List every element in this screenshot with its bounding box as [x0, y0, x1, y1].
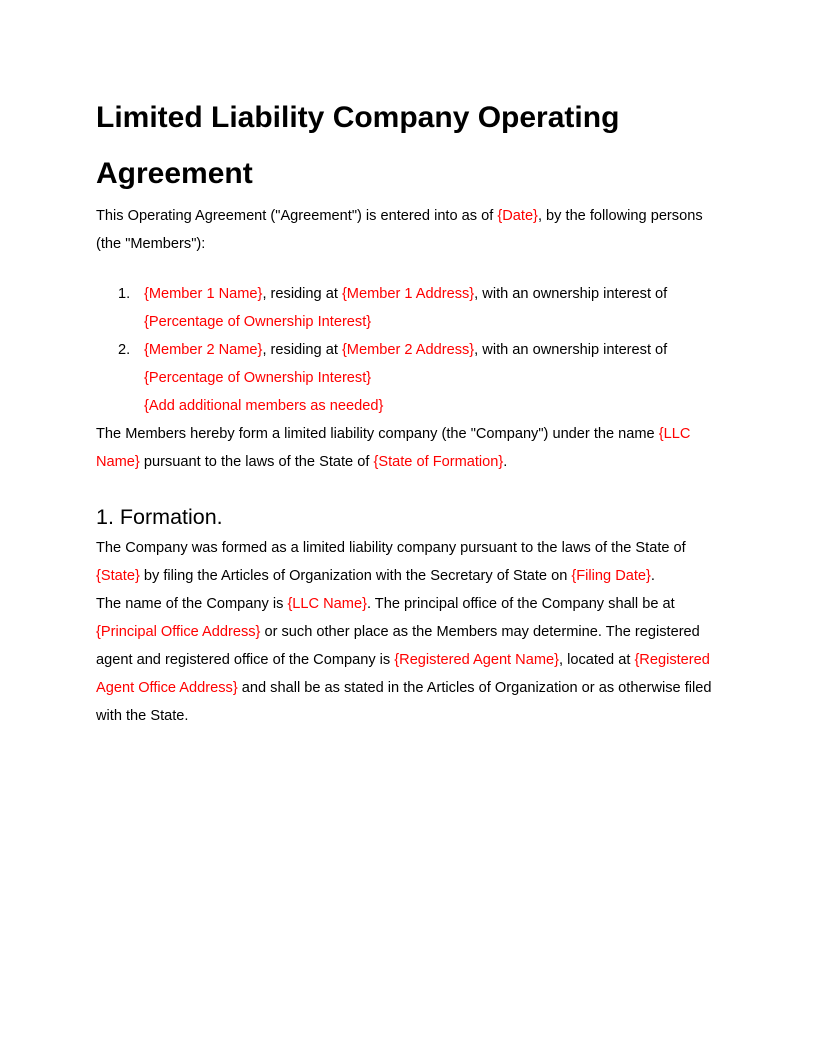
- member-number: 2.: [118, 342, 131, 358]
- state-placeholder: {State}: [96, 568, 140, 584]
- intro-paragraph: [96, 202, 720, 258]
- formation-section-paragraph-1: [96, 534, 720, 590]
- section1-p1-text-2: by filing the Articles of Organization with the Secretary of State on: [139, 568, 572, 584]
- section1-p1-text-3: .: [650, 568, 655, 584]
- section1-p2-text-5: and shall be as stated in the Articles of Organization or as otherwise filed with the State.: [96, 680, 712, 724]
- principal-office-placeholder: {Principal Office Address}: [96, 624, 261, 640]
- member-text-residing: , residing at: [262, 342, 342, 358]
- member-name-placeholder: {Member 2 Name}: [144, 342, 263, 358]
- member-text-ownership: , with an ownership interest of: [474, 342, 668, 358]
- section1-p2-text-3: or such other place as the Members may determine. The registered agent and registered office of the Company is: [96, 624, 700, 668]
- member-name-placeholder: {Member 1 Name}: [144, 286, 263, 302]
- formation-section-paragraph-2: [96, 590, 720, 730]
- member-address-placeholder: {Member 2 Address}: [341, 342, 475, 358]
- date-placeholder: {Date}: [497, 208, 538, 224]
- member-number: 1.: [118, 286, 131, 302]
- llc-name-placeholder: {LLC Name}: [287, 596, 367, 612]
- member-address-placeholder: {Member 1 Address}: [341, 286, 475, 302]
- section-heading-formation: 1. Formation.: [96, 505, 223, 529]
- document-page: [96, 90, 720, 730]
- document-title: Limited Liability Company Operating Agreement: [96, 101, 620, 190]
- member-text-ownership: , with an ownership interest of: [474, 286, 668, 302]
- intro-text-1: This Operating Agreement ("Agreement") is entered into as of: [96, 208, 498, 224]
- formation-text-1: The Members hereby form a limited liability company (the "Company") under the name: [96, 426, 659, 442]
- member-percentage-placeholder: {Percentage of Ownership Interest}: [144, 370, 372, 386]
- member-item-1: [96, 280, 720, 336]
- llc-name-placeholder: {LLC Name}: [96, 426, 691, 470]
- state-of-formation-placeholder: {State of Formation}: [373, 454, 504, 470]
- additional-members-placeholder: {Add additional members as needed}: [144, 398, 384, 414]
- members-list: [96, 280, 720, 420]
- formation-text-2: pursuant to the laws of the State of: [139, 454, 374, 470]
- member-percentage-placeholder: {Percentage of Ownership Interest}: [144, 314, 372, 330]
- formation-text-3: .: [503, 454, 508, 470]
- filing-date-placeholder: {Filing Date}: [571, 568, 651, 584]
- section1-p2-text-4: , located at: [558, 652, 635, 668]
- formation-paragraph: [96, 420, 720, 476]
- section1-p1-text-1: The Company was formed as a limited liability company pursuant to the laws of the State of: [96, 540, 686, 556]
- member-item-2: [96, 336, 720, 420]
- registered-agent-address-placeholder: {Registered Agent Office Address}: [96, 652, 710, 696]
- section1-p2-text-1: The name of the Company is: [96, 596, 288, 612]
- intro-text-2: , by the following persons (the "Members"):: [96, 208, 703, 252]
- section1-p2-text-2: . The principal office of the Company shall be at: [366, 596, 675, 612]
- member-text-residing: , residing at: [262, 286, 342, 302]
- registered-agent-name-placeholder: {Registered Agent Name}: [394, 652, 559, 668]
